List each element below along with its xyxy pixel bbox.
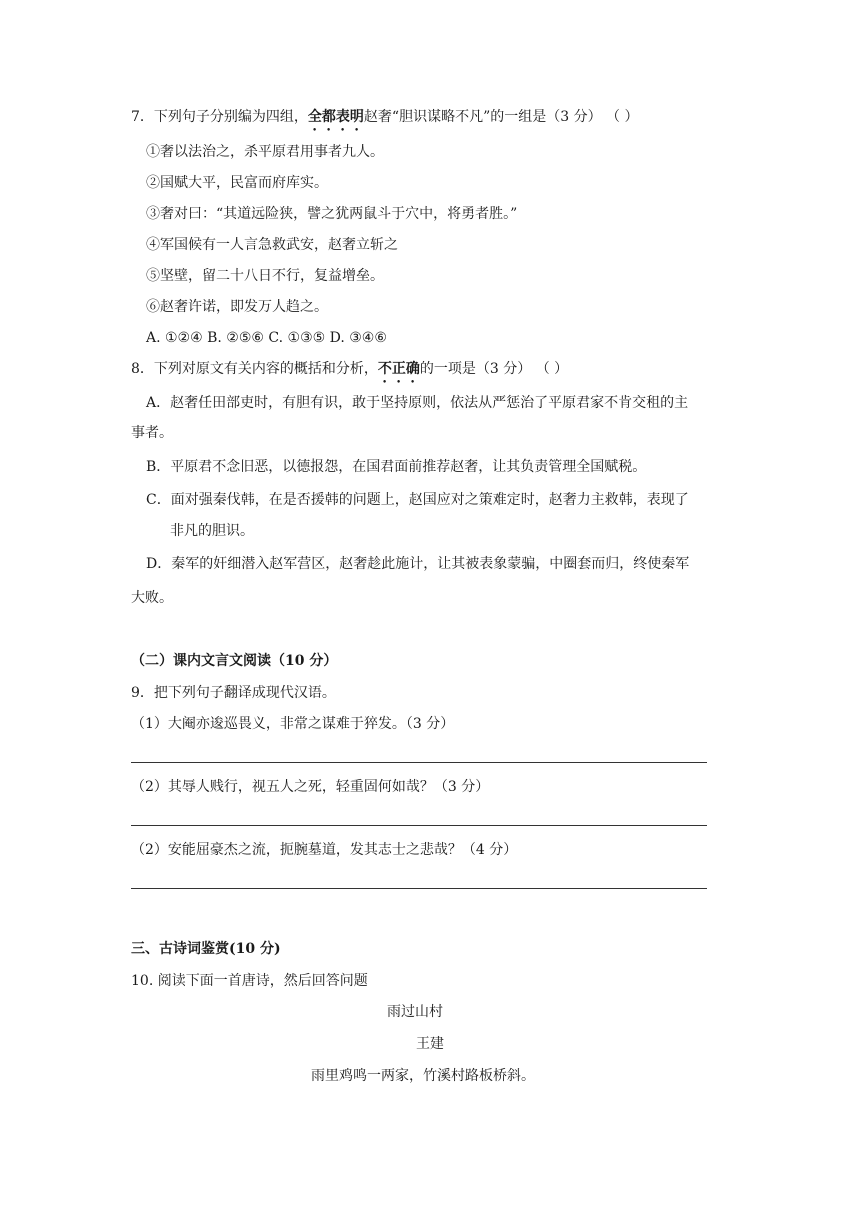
question-8-stem: [131, 359, 568, 386]
question-7-item-5: ⑤坚壁，留二十八日不行，复益增垒。: [146, 268, 384, 284]
question-7-item-6: ⑥赵奢许诺，即发万人趋之。: [146, 299, 328, 315]
question-7-options: A. ①②④ B. ②⑤⑥ C. ①③⑤ D. ③④⑥: [146, 330, 387, 346]
answer-line-3[interactable]: [131, 888, 707, 889]
section-3-heading: 三、古诗词鉴赏(10 分): [131, 941, 281, 957]
question-7-stem: [131, 107, 639, 134]
question-7-prefix: 7．下列句子分别编为四组，: [131, 109, 308, 125]
question-9-stem: 9．把下列句子翻译成现代汉语。: [131, 685, 336, 701]
question-7-suffix: 赵奢“胆识谋略不凡”的一组是（3 分） （ ）: [363, 109, 639, 125]
question-9-sentence-2: （2）其辱人贱行，视五人之死，轻重固何如哉？（3 分）: [131, 779, 490, 795]
question-7-item-1: ①奢以法治之，杀平原君用事者九人。: [146, 144, 384, 160]
question-8-prefix: 8．下列对原文有关内容的概括和分析，: [131, 361, 378, 377]
question-8-suffix: 的一项是（3 分） （ ）: [419, 361, 569, 377]
question-8-option-b: B．平原君不念旧恶，以德报怨，在国君面前推荐赵奢，让其负责管理全国赋税。: [146, 459, 647, 475]
question-7-emphasis: 全都表明: [307, 109, 364, 125]
question-10-stem: 10. 阅读下面一首唐诗，然后回答问题: [131, 973, 368, 989]
question-7-item-3: ③奢对曰：“其道远险狭，譬之犹两鼠斗于穴中，将勇者胜。”: [146, 206, 518, 222]
answer-line-1[interactable]: [131, 762, 707, 763]
question-8-option-a-line-2: 事者。: [131, 425, 173, 441]
question-8-option-d-line-2: 大败。: [131, 590, 173, 606]
poem-title: 雨过山村: [387, 1004, 443, 1020]
answer-line-2[interactable]: [131, 825, 707, 826]
section-2-heading: （二）课内文言文阅读（10 分）: [131, 653, 338, 669]
question-8-option-c-line-2: 非凡的胆识。: [170, 523, 254, 539]
poem-line-1: 雨里鸡鸣一两家，竹溪村路板桥斜。: [311, 1068, 535, 1084]
question-8-option-c-line-1: C．面对强秦伐韩，在是否援韩的问题上，赵国应对之策难定时，赵奢力主救韩，表现了: [146, 492, 689, 508]
question-8-option-d-line-1: D．秦军的奸细潜入赵军营区，赵奢趁此施计，让其被表象蒙骗，中圈套而归，终使秦军: [146, 556, 690, 572]
question-9-sentence-1: （1）大阉亦逡巡畏义，非常之谋难于猝发。（3 分）: [131, 716, 455, 732]
question-9-sentence-3: （2）安能屈豪杰之流，扼腕墓道，发其志士之悲哉？（4 分）: [131, 842, 518, 858]
question-7-item-4: ④军国候有一人言急救武安，赵奢立斩之: [146, 237, 398, 253]
poem-author: 王建: [416, 1036, 444, 1052]
question-7-item-2: ②国赋大平，民富而府库实。: [146, 175, 328, 191]
question-8-option-a-line-1: A．赵奢任田部吏时，有胆有识，敢于坚持原则，依法从严惩治了平原君家不肯交租的主: [146, 395, 689, 411]
question-8-emphasis: 不正确: [377, 361, 420, 377]
